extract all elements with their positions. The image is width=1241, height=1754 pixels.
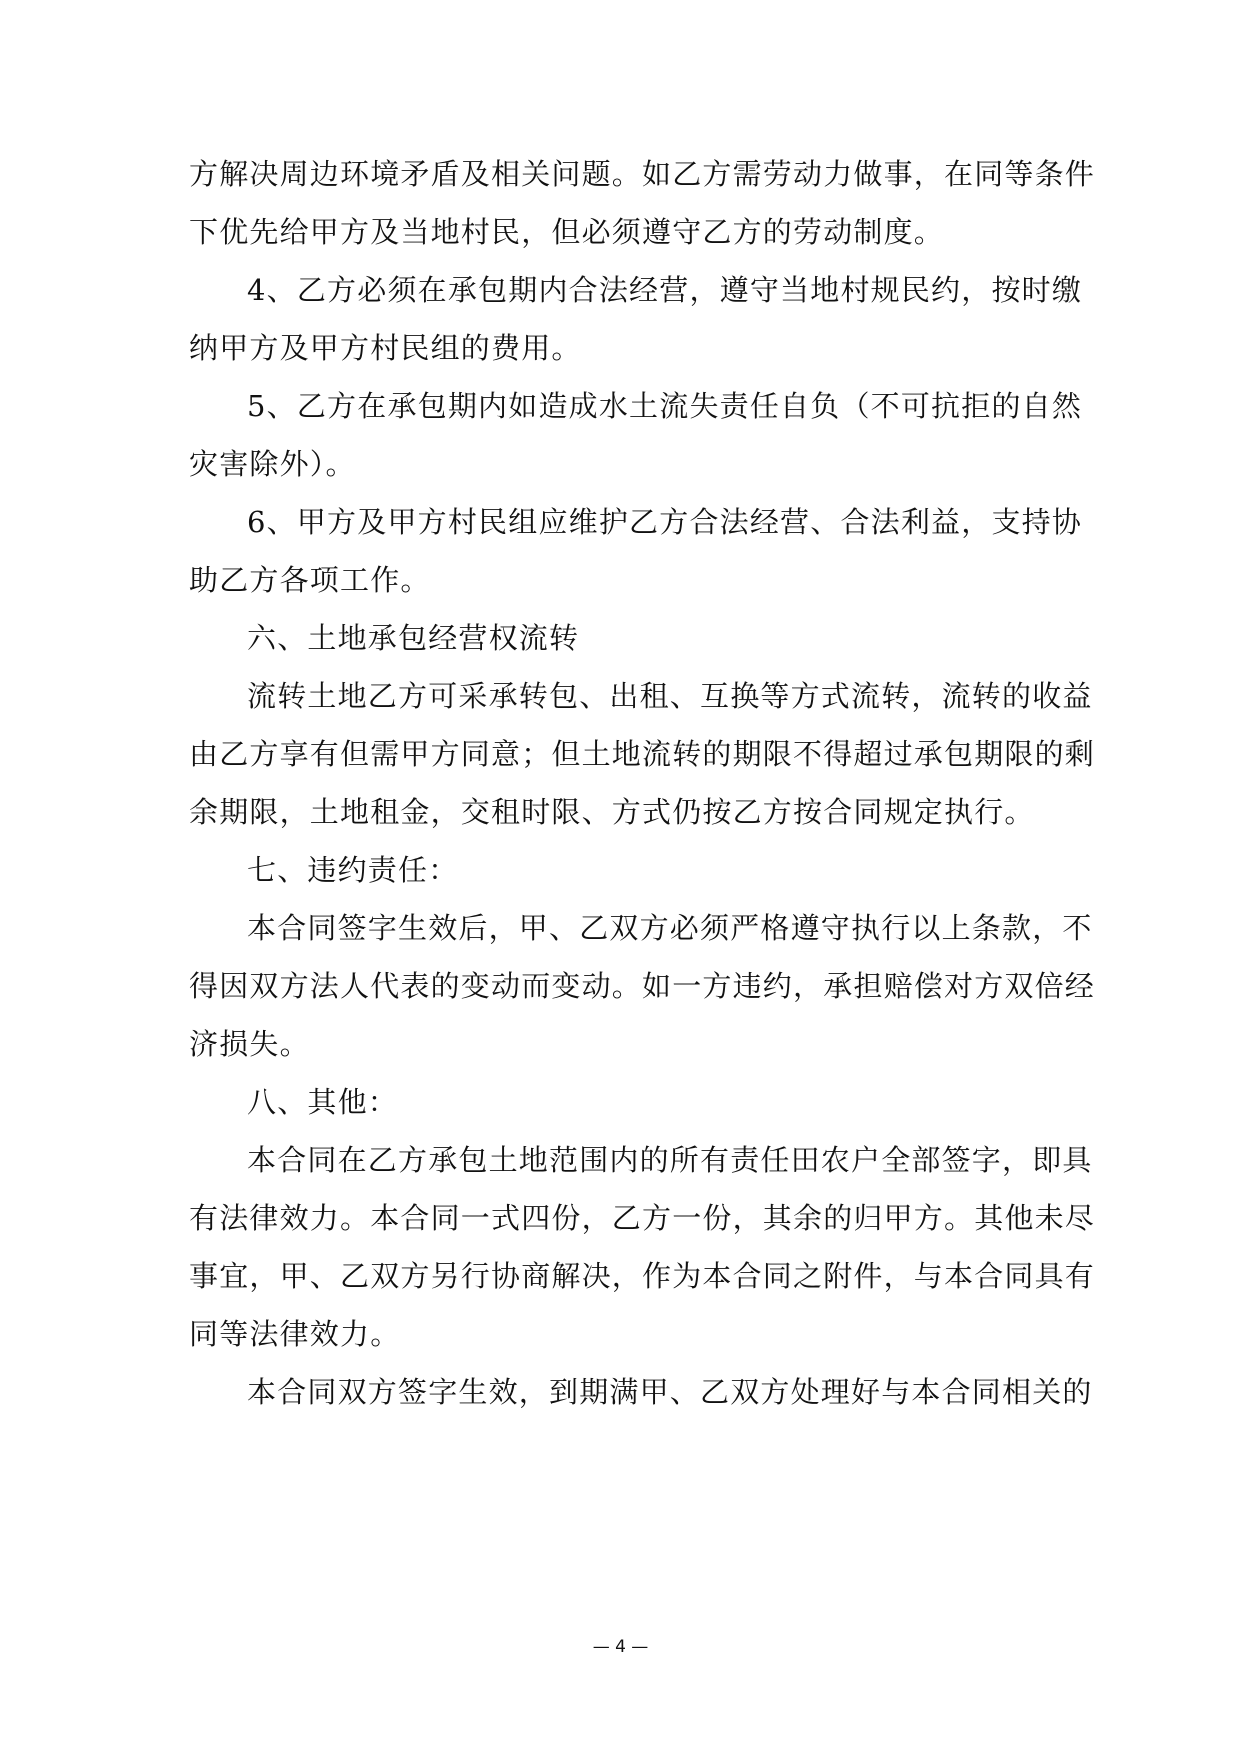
- paragraph-line: 流转土地乙方可采承转包、出租、互换等方式流转，流转的收益: [247, 679, 1093, 713]
- text-line: 方解决周边环境矛盾及相关问题。如乙方需劳动力做事，在同等条件: [189, 157, 1096, 191]
- text-line: 下优先给甲方及当地村民，但必须遵守乙方的劳动制度。: [189, 215, 945, 249]
- text-line: 得因双方法人代表的变动而变动。如一方违约，承担赔偿对方双倍经: [189, 969, 1096, 1003]
- text-line: 余期限，土地租金，交租时限、方式仍按乙方按合同规定执行。: [189, 795, 1035, 829]
- paragraph-line: 本合同双方签字生效，到期满甲、乙双方处理好与本合同相关的: [247, 1375, 1093, 1409]
- section-heading-8: 八、其他：: [247, 1085, 399, 1119]
- text-line: 纳甲方及甲方村民组的费用。: [189, 331, 582, 365]
- clause-5: 5、乙方在承包期内如造成水土流失责任自负（不可抗拒的自然: [247, 389, 1083, 423]
- clause-6: 6、甲方及甲方村民组应维护乙方合法经营、合法利益，支持协: [247, 505, 1083, 539]
- clause-4: 4、乙方必须在承包期内合法经营，遵守当地村规民约，按时缴: [247, 273, 1083, 307]
- section-heading-7: 七、违约责任：: [247, 853, 459, 887]
- text-line: 同等法律效力。: [189, 1317, 401, 1351]
- text-line: 灾害除外）。: [189, 447, 356, 481]
- page-number: — 4 —: [592, 1637, 649, 1657]
- section-heading-6: 六、土地承包经营权流转: [247, 621, 580, 655]
- text-line: 济损失。: [189, 1027, 310, 1061]
- paragraph-line: 本合同签字生效后，甲、乙双方必须严格遵守执行以上条款，不: [247, 911, 1093, 945]
- text-line: 助乙方各项工作。: [189, 563, 431, 597]
- text-line: 有法律效力。本合同一式四份，乙方一份，其余的归甲方。其他未尽: [189, 1201, 1096, 1235]
- text-line: 事宜，甲、乙双方另行协商解决，作为本合同之附件，与本合同具有: [189, 1259, 1096, 1293]
- text-line: 由乙方享有但需甲方同意；但土地流转的期限不得超过承包期限的剩: [189, 737, 1096, 771]
- paragraph-line: 本合同在乙方承包土地范围内的所有责任田农户全部签字，即具: [247, 1143, 1093, 1177]
